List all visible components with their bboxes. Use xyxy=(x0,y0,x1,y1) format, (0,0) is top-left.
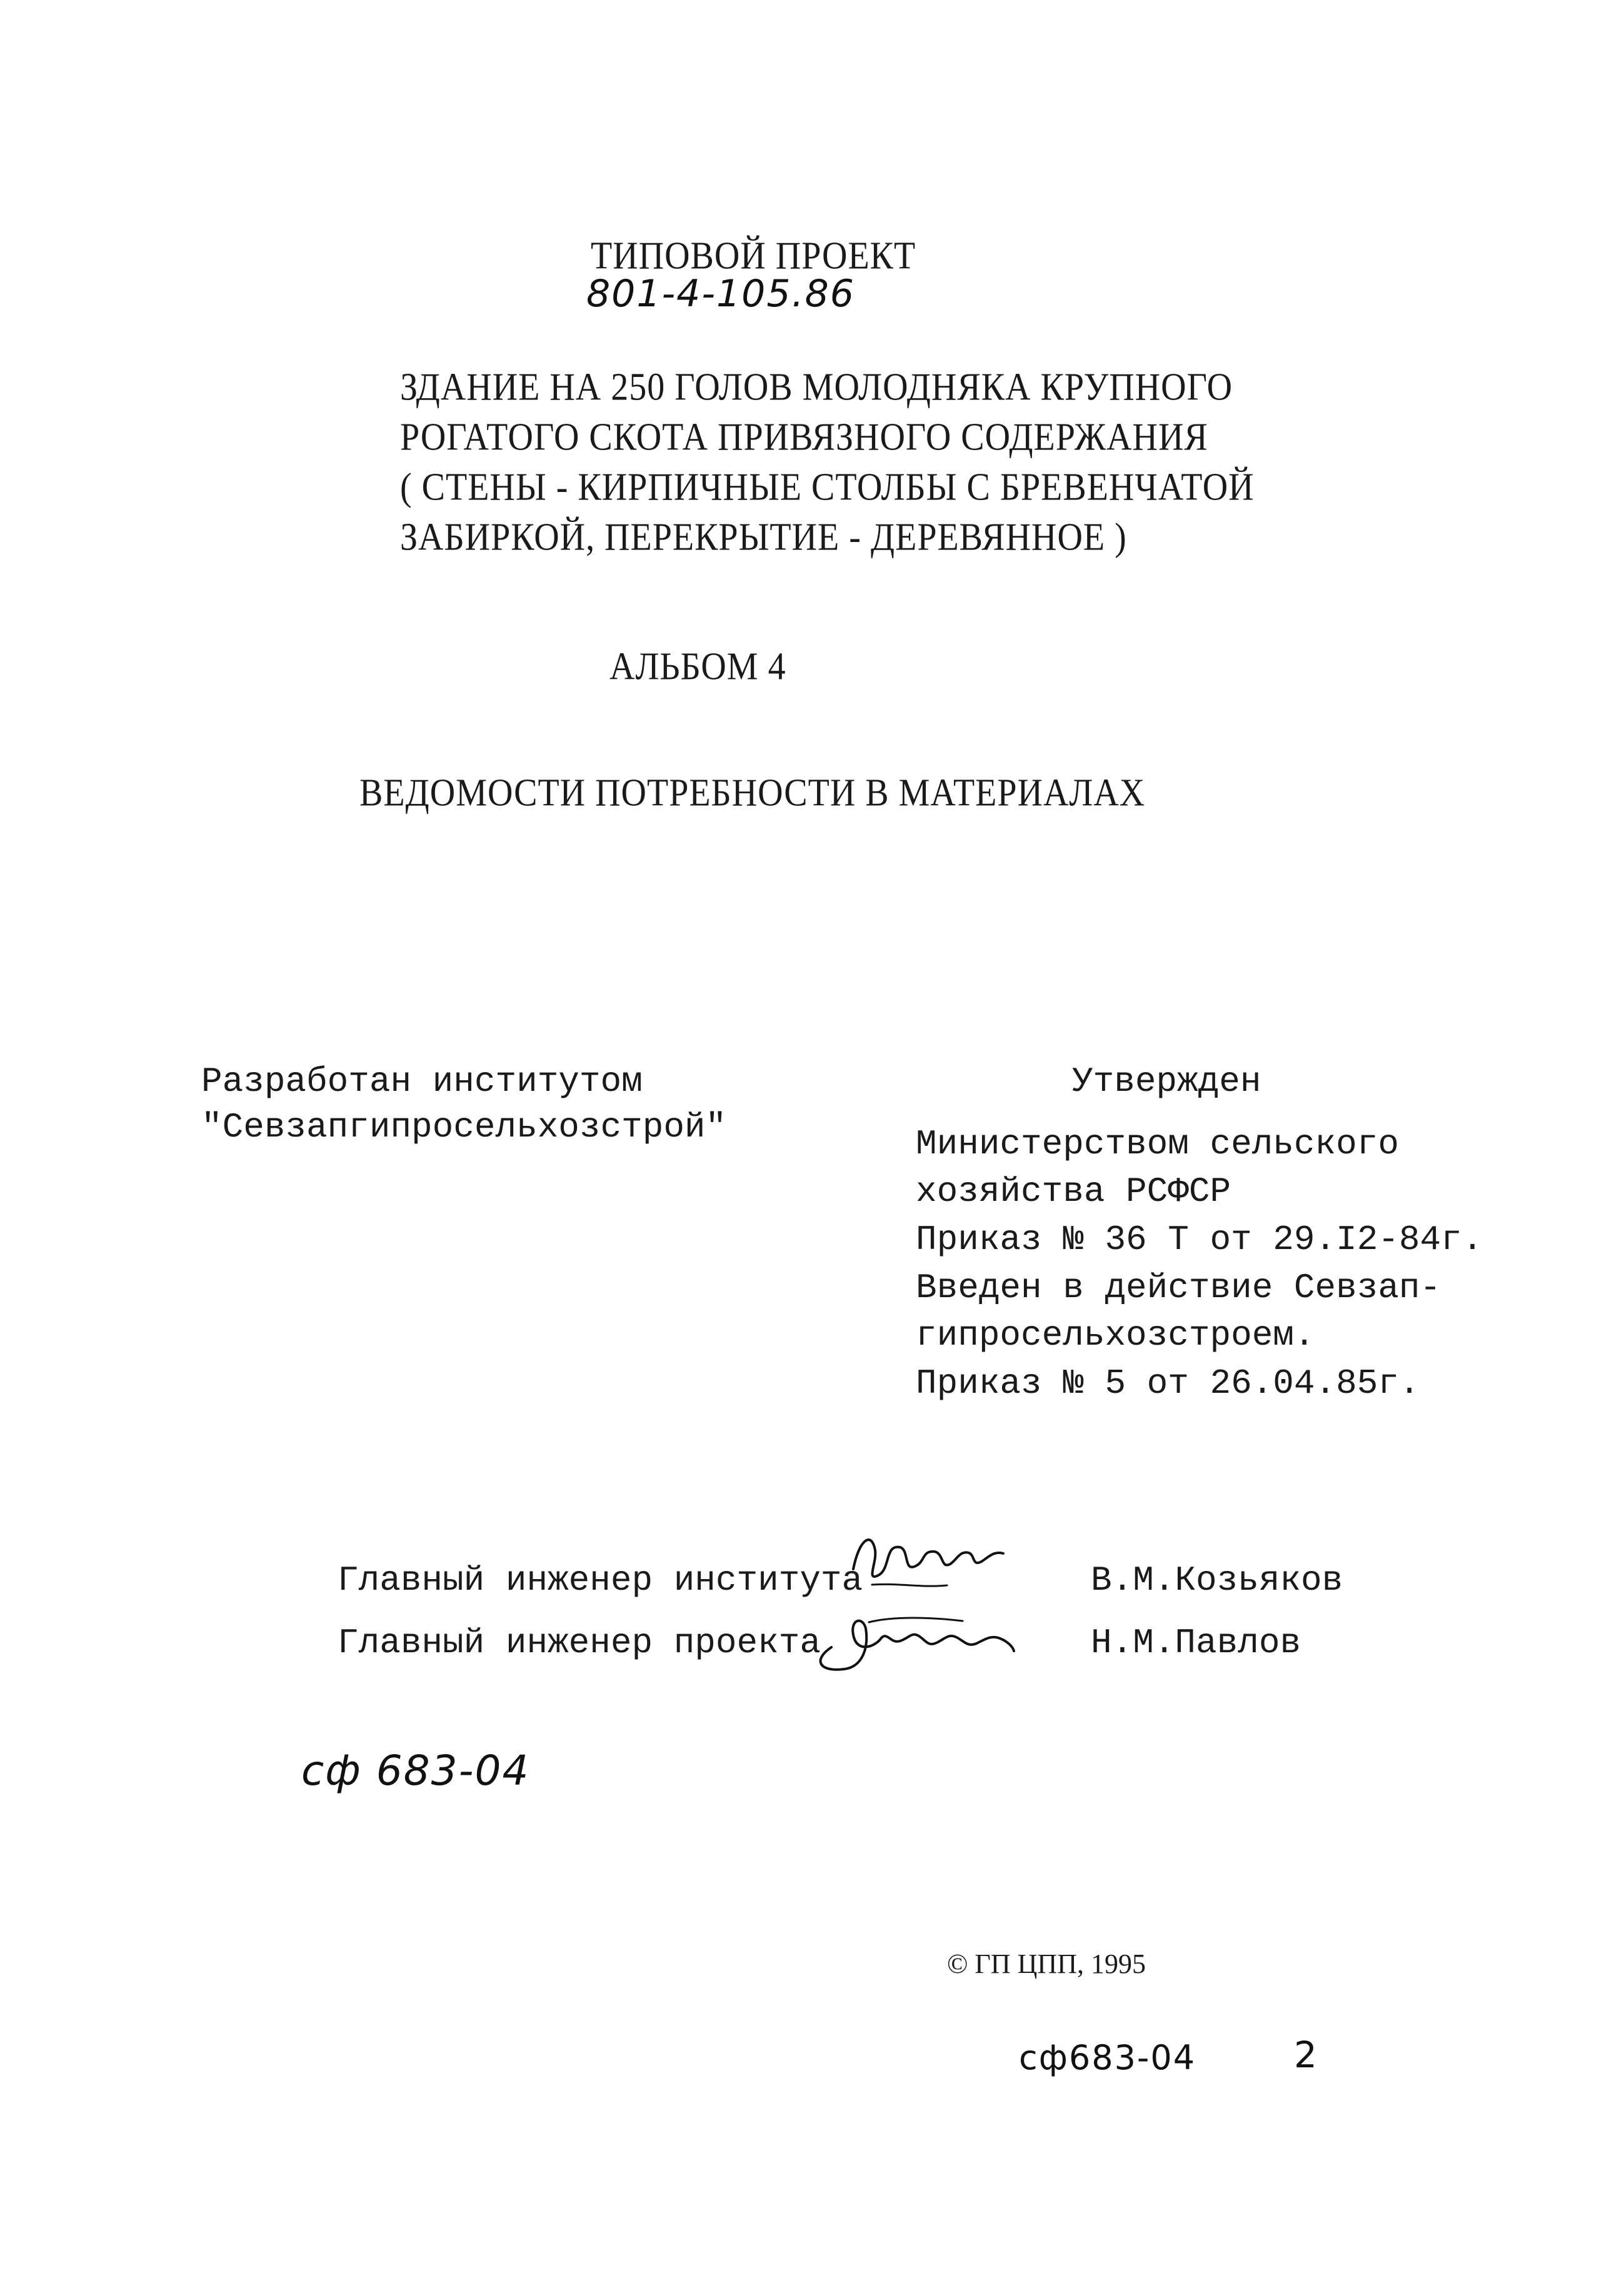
project-type-title: ТИПОВОЙ ПРОЕКТ xyxy=(591,234,916,278)
approval-line-2: хозяйства РСФСР xyxy=(916,1172,1231,1212)
building-line-3: ( СТЕНЫ - КИРПИЧНЫЕ СТОЛБЫ С БРЕВЕНЧАТОЙ xyxy=(400,465,1255,509)
handwritten-signature-1 xyxy=(847,1525,1010,1594)
developer-line-2: "Севзапгипросельхозстрой" xyxy=(201,1107,727,1147)
approval-line-5: гипросельхозстроем. xyxy=(916,1315,1315,1355)
signature-name-1: В.М.Козьяков xyxy=(1091,1560,1343,1600)
approval-line-1: Министерством сельского xyxy=(916,1124,1399,1164)
signature-name-2: Н.М.Павлов xyxy=(1091,1623,1301,1663)
album-number: АЛЬБОМ 4 xyxy=(609,645,786,689)
building-line-1: ЗДАНИЕ НА 250 ГОЛОВ МОЛОДНЯКА КРУПНОГО xyxy=(400,365,1233,409)
building-line-4: ЗАБИРКОЙ, ПЕРЕКРЫТИЕ - ДЕРЕВЯННОЕ ) xyxy=(400,515,1127,559)
approval-line-3: Приказ № 36 Т от 29.I2-84г. xyxy=(916,1220,1483,1260)
approval-heading: Утвержден xyxy=(1072,1061,1261,1101)
inventory-mark: сф 683-04 xyxy=(301,1747,530,1795)
developer-line-1: Разработан институтом xyxy=(201,1061,643,1101)
handwritten-signature-2 xyxy=(806,1610,1019,1678)
copyright: © ГП ЦПП, 1995 xyxy=(947,1949,1146,1979)
building-line-2: РОГАТОГО СКОТА ПРИВЯЗНОГО СОДЕРЖАНИЯ xyxy=(400,415,1208,459)
signature-role-1: Главный инженер института xyxy=(338,1560,863,1600)
approval-line-6: Приказ № 5 от 26.04.85г. xyxy=(916,1363,1420,1403)
signature-role-2: Главный инженер проекта xyxy=(338,1623,821,1663)
album-title: ВЕДОМОСТИ ПОТРЕБНОСТИ В МАТЕРИАЛАХ xyxy=(359,771,1146,815)
project-number: 801-4-105.86 xyxy=(586,272,855,316)
page-number: 2 xyxy=(1294,2034,1318,2076)
footer-code: сф683-04 xyxy=(1019,2038,1196,2077)
approval-line-4: Введен в действие Севзап- xyxy=(916,1268,1441,1308)
